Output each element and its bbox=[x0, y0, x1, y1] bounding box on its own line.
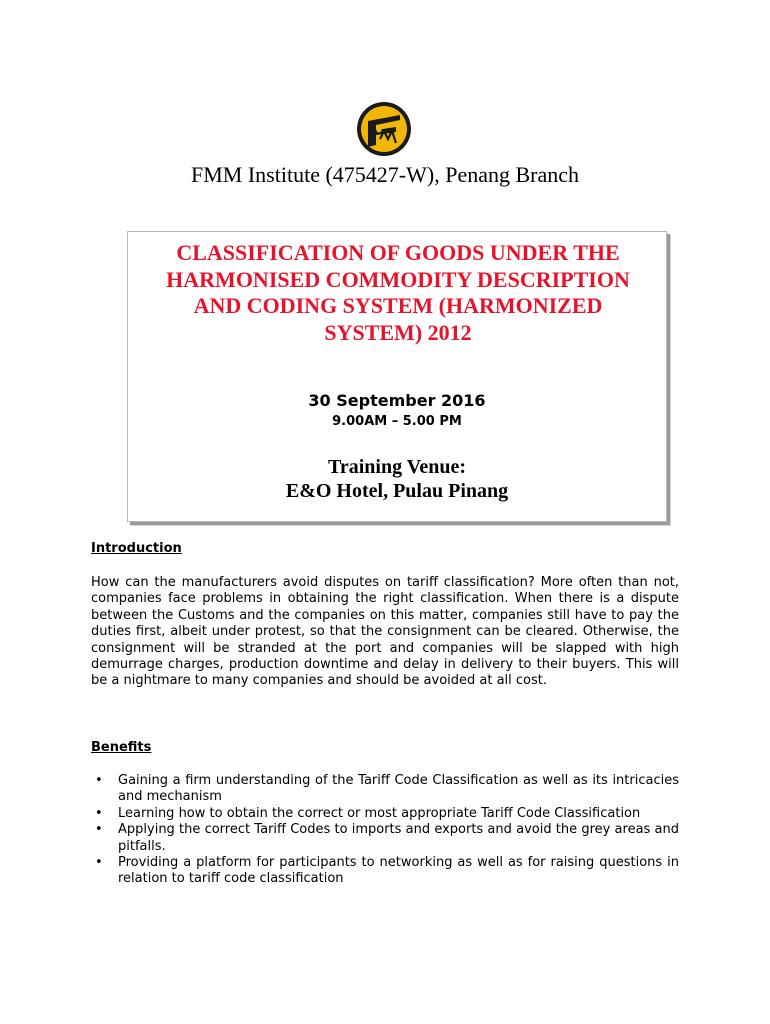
course-title: CLASSIFICATION OF GOODS UNDER THE HARMONISED COMMODITY DESCRIPTION AND CODING SYSTEM (HARMONIZED SYSTEM) 2012 bbox=[166, 240, 630, 345]
fmm-logo-icon bbox=[356, 101, 412, 157]
course-info-box bbox=[127, 231, 667, 522]
bullet-icon: • bbox=[95, 805, 103, 821]
list-item: • Learning how to obtain the correct or most appropriate Tariff Code Classification bbox=[95, 805, 641, 821]
bullet-icon: • bbox=[95, 822, 103, 838]
institute-name: FMM Institute (475427-W), Penang Branch bbox=[191, 162, 579, 187]
benefits-heading: Benefits bbox=[91, 740, 152, 755]
introduction-heading: Introduction bbox=[91, 541, 182, 556]
venue-label: Training Venue: bbox=[328, 456, 466, 478]
bullet-icon: • bbox=[95, 773, 103, 788]
venue-name: E&O Hotel, Pulau Pinang bbox=[285, 480, 509, 502]
list-item: • Applying the correct Tariff Codes to imports and exports and avoid the grey areas and pitfalls. bbox=[95, 822, 679, 854]
list-item: • Providing a platform for participants to networking as well as for raising questions in relation to tariff code classification bbox=[95, 855, 679, 887]
benefits-list bbox=[91, 773, 679, 888]
bullet-icon: • bbox=[95, 855, 103, 871]
introduction-text: How can the manufacturers avoid disputes on tariff classification? More often than not, companies face problems in obtaining the right classification. When there is a dispute between the Customs and the companies on this matter, companies still have to pay the duties first, albeit under protest, so that the consignment can be cleared. Otherwise, the consignment will be stranded at the port and companies will be slapped with high demurrage charges, production downtime and delay in delivery to their buyers. This will be a nightmare to many companies and should be avoided at all cost. bbox=[91, 575, 679, 689]
course-date: 30 September 2016 bbox=[308, 391, 486, 410]
list-item: • Gaining a firm understanding of the Tariff Code Classification as well as its intricacies and mechanism bbox=[95, 773, 679, 805]
course-time: 9.00AM – 5.00 PM bbox=[332, 414, 462, 429]
